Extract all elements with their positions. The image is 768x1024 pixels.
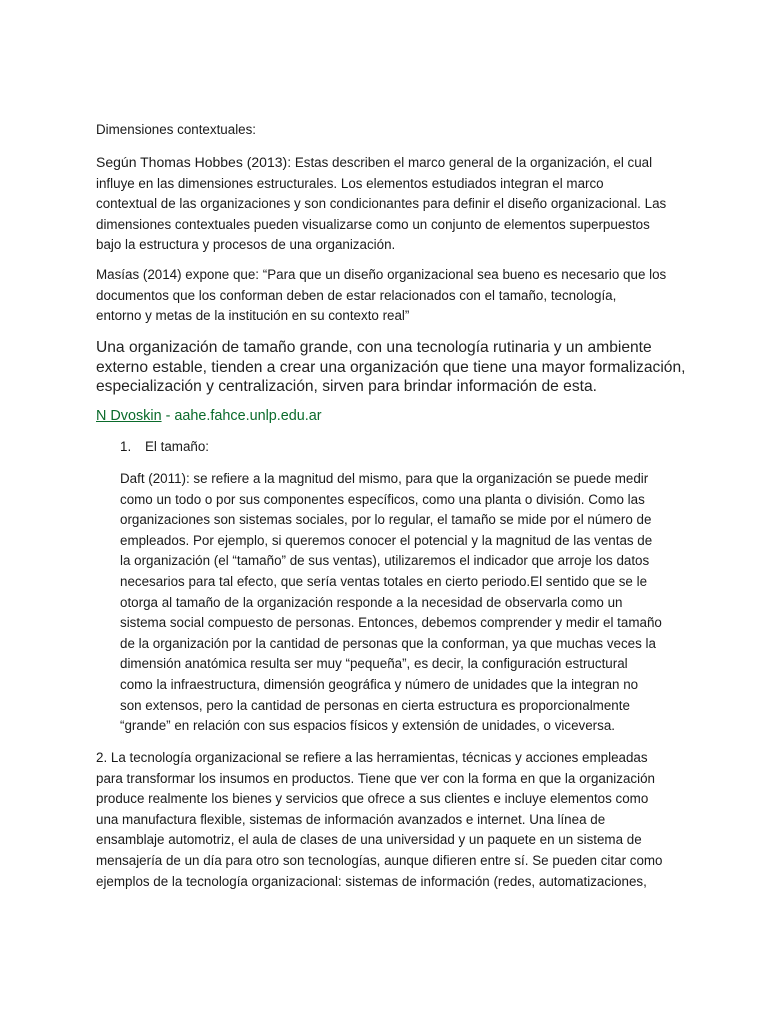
- source-separator: -: [161, 408, 175, 424]
- section-heading: [96, 120, 256, 141]
- list-item-number: 1.: [120, 439, 132, 454]
- daft-line-5: necesarios para tal efecto, que sería ventas totales en cierto periodo.El sentido que se le: [120, 573, 648, 589]
- daft-line-2: organizaciones son sistemas sociales, por lo regular, el tamaño se mide por el número de: [120, 512, 652, 528]
- daft-line-11: son extensos, pero la cantidad de personas en cierta estructura es proporcionalmente: [120, 697, 630, 713]
- quoted-excerpt: [96, 338, 685, 397]
- list-item-title: [120, 437, 209, 458]
- source-attribution: [96, 406, 322, 426]
- masias-line-0: Masías (2014) expone que: “Para que un diseño organizacional sea bueno es necesario que los: [96, 267, 667, 282]
- quote-line-0: Una organización de tamaño grande, con una tecnología rutinaria y un ambiente: [96, 339, 652, 356]
- tech-line-1: para transformar los insumos en productos. Tiene que ver con la forma en que la organización: [96, 770, 655, 786]
- hobbes-line-0: Estas describen el marco general de la organización, el cual: [291, 155, 653, 170]
- hobbes-paragraph: [96, 152, 666, 256]
- source-author-link[interactable]: N Dvoskin: [96, 408, 162, 424]
- heading-text: Dimensiones contextuales:: [96, 122, 257, 137]
- hobbes-line-1: influye en las dimensiones estructurales. Los elementos estudiados integran el marco: [96, 175, 604, 191]
- daft-line-7: sistema social compuesto de personas. Entonces, debemos comprender y medir el tamaño: [120, 615, 662, 631]
- tech-line-5: mensajería de un día para otro son tecnologías, aunque difieren entre sí. Se pueden citar como: [96, 852, 663, 868]
- masias-paragraph: [96, 265, 666, 327]
- daft-line-3: empleados. Por ejemplo, si queremos conocer el potencial y la magnitud de las ventas de: [120, 532, 653, 548]
- hobbes-line-2: contextual de las organizaciones y son condicionantes para definir el diseño organizacional. Las: [96, 196, 667, 212]
- paragraph-line: [96, 152, 666, 174]
- technology-paragraph: [96, 748, 663, 892]
- tech-line-6: ejemplos de la tecnología organizacional: sistemas de información (redes, automatizaciones,: [96, 873, 647, 889]
- tech-line-2: produce realmente los bienes y servicios que ofrece a sus clientes e incluye elementos como: [96, 791, 649, 807]
- hobbes-line-3: dimensiones contextuales pueden visualizarse como un conjunto de elementos superpuestos: [96, 216, 650, 232]
- daft-line-1: como un todo o por sus componentes específicos, como una planta o división. Como las: [120, 491, 645, 507]
- daft-line-0: Daft (2011): se refiere a la magnitud del mismo, para que la organización se puede medir: [120, 471, 649, 486]
- quote-line-1: externo estable, tienden a crear una organización que tiene una mayor formalización,: [96, 358, 686, 376]
- tech-line-4: ensamblaje automotriz, el aula de clases de una universidad y un paquete en un sistema de: [96, 832, 642, 848]
- masias-line-2: entorno y metas de la institución en su contexto real”: [96, 308, 410, 324]
- tech-line-3: una manufactura flexible, sistemas de información avanzados e internet. Una línea de: [96, 811, 606, 827]
- daft-line-9: dimensión anatómica resulta ser muy “pequeña”, es decir, la configuración estructural: [120, 656, 628, 672]
- hobbes-line-4: bajo la estructura y procesos de una organización.: [96, 237, 396, 253]
- list-item-title-text: El tamaño:: [145, 439, 210, 454]
- hobbes-citation: Según Thomas Hobbes (2013):: [96, 154, 292, 170]
- tech-line-0: 2. La tecnología organizacional se refiere a las herramientas, técnicas y acciones empleadas: [96, 750, 648, 765]
- daft-line-6: otorga al tamaño de la organización responde a la necesidad de observarla como un: [120, 594, 623, 610]
- quote-line-2: especialización y centralización, sirven para brindar información de esta.: [96, 378, 597, 395]
- daft-line-12: “grande” en relación con sus espacios físicos y extensión de unidades, o viceversa.: [120, 718, 615, 734]
- daft-line-10: como la infraestructura, dimensión geográfica y número de unidades que la integran no: [120, 676, 639, 692]
- daft-line-4: la organización (el “tamaño” de sus ventas), utilizaremos el indicador que arroje los datos: [120, 553, 650, 569]
- masias-line-1: documentos que los conforman deben de estar relacionados con el tamaño, tecnología,: [96, 287, 617, 303]
- daft-line-8: de la organización por la cantidad de personas que la conforman, ya que muchas veces la: [120, 635, 656, 651]
- source-site: aahe.fahce.unlp.edu.ar: [174, 408, 322, 424]
- daft-paragraph: [120, 469, 662, 737]
